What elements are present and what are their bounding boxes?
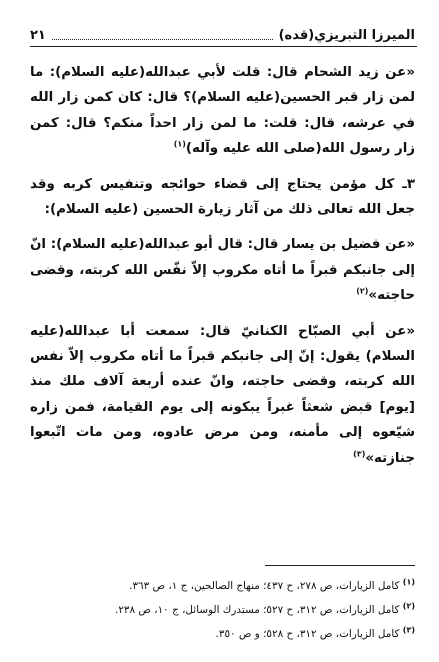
footnote-number: (٣)	[402, 625, 415, 635]
footnote-text: كامل الزيارات، ص ٣١٢، ح ٥٢٨؛ و ص ٣٥٠.	[215, 628, 400, 640]
header-title: الميرزا التبريزي(قده)	[278, 28, 415, 43]
header-rule	[30, 46, 417, 47]
footnote-2	[30, 598, 415, 622]
footnote-text: كامل الزيارات، ص ٣١٢، ح ٥٢٧؛ مستدرك الوسائل، ج ١٠، ص ٢٣٨.	[115, 604, 400, 616]
running-header	[30, 22, 415, 44]
footnote-1	[30, 574, 415, 598]
paragraph-hadith-kinani	[30, 319, 415, 471]
footnote-3	[30, 622, 415, 646]
page-number: ٢١	[30, 28, 46, 43]
footnote-number: (٢)	[402, 601, 415, 611]
footnote-ref: (٣)	[353, 449, 366, 459]
footnote-rule	[265, 565, 415, 566]
paragraph-hadith-zayd	[30, 60, 415, 162]
header-leader-dots	[52, 39, 273, 40]
footnote-ref: (١)	[173, 139, 186, 149]
footnotes	[30, 574, 415, 646]
footnote-text: كامل الزيارات، ص ٢٧٨، ح ٤٣٧؛ منهاج الصالحين، ج ١، ص ٣٦٣.	[129, 580, 400, 592]
paragraph-text: «عن أبي الصبّاح الكنانيّ قال: سمعت أبا عبدالله(عليه السلام) يقول: إنّ إلى جانبكم قبراً ما أتاه مكروب إلاّ نفس الله كربته، وقضى حاجته، وانّ عنده أربعة آلاف ملك منذ [يوم] قبض شعثاً غبراً يبكونه إلى يوم القيامة، فمن زاره شيّعوه إلى مأمنه، ومن مرض عادوه، ومن مات اتّبعوا جنازته»	[30, 323, 415, 466]
paragraph-hadith-fudayl	[30, 232, 415, 308]
paragraph-point-3	[30, 172, 415, 223]
body-text	[30, 60, 415, 481]
footnote-ref: (٢)	[356, 286, 369, 296]
paragraph-text: «عن زيد الشحام قال: قلت لأبي عبدالله(عليه السلام): ما لمن زار قبر الحسين(عليه السلام)؟ قال: كان كمن زار الله في عرشه، قال: قلت: ما لمن زار احداً منكم؟ قال: كمن زار رسول الله(صلى الله عليه وآله)	[30, 65, 415, 157]
paragraph-text: ٣ـ كل مؤمن يحتاج إلى قضاء حوائجه وتنفيس كربه وقد جعل الله تعالى ذلك من آثار زيارة الحسين (عليه السلام):	[30, 176, 415, 218]
footnote-number: (١)	[402, 577, 415, 587]
paragraph-text: «عن فضيل بن يسار قال: قال أبو عبدالله(عليه السلام): انّ إلى جانبكم قبراً ما أتاه مكروب إلاّ نفّس الله كربته، وقضى حاجته»	[30, 237, 415, 304]
